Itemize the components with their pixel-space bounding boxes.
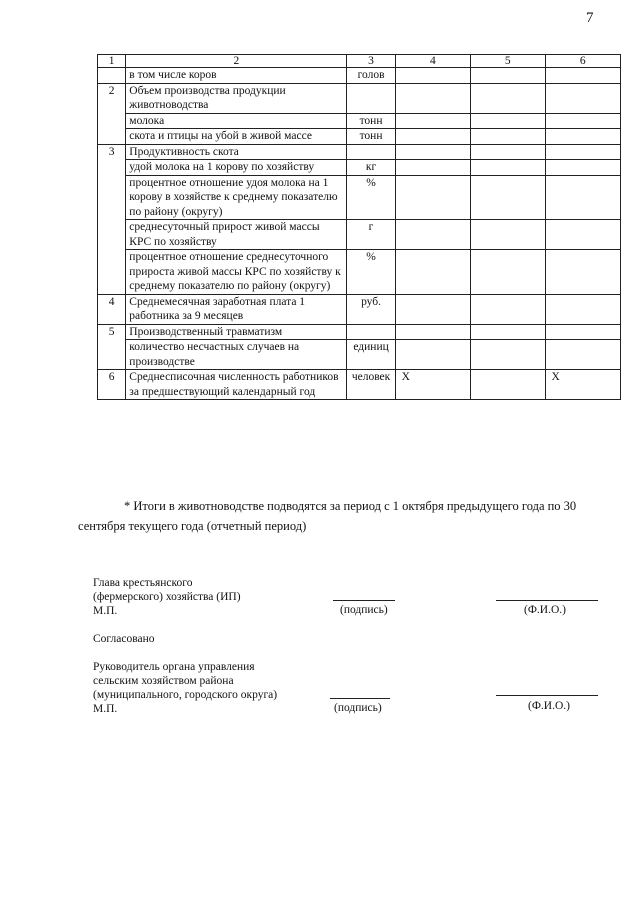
header-cell: 2 — [126, 55, 347, 68]
value-cell — [395, 160, 470, 176]
row-unit: кг — [347, 160, 395, 176]
row-number: 6 — [98, 370, 126, 400]
table-row — [98, 250, 621, 295]
row-label: удой молока на 1 корову по хозяйству — [126, 160, 347, 176]
value-cell — [395, 324, 470, 340]
row-unit — [347, 144, 395, 160]
signature2-title — [93, 660, 277, 716]
signature1-sign-line — [333, 600, 395, 601]
signature2-name-line — [496, 695, 598, 696]
signature1-sign-caption: (подпись) — [340, 604, 388, 616]
header-cell: 6 — [545, 55, 621, 68]
signature2-sign-caption: (подпись) — [334, 702, 382, 714]
signature1-title — [93, 576, 241, 618]
row-number — [98, 68, 126, 84]
value-cell — [471, 113, 545, 129]
signature1-stamp: М.П. — [93, 605, 118, 617]
signature2-sign-line — [330, 698, 390, 699]
row-number — [98, 250, 126, 295]
row-number — [98, 175, 126, 220]
row-number: 2 — [98, 83, 126, 113]
signature2-name-caption: (Ф.И.О.) — [528, 700, 570, 712]
signature1-name-line — [496, 600, 598, 601]
row-unit: голов — [347, 68, 395, 84]
value-cell — [395, 144, 470, 160]
value-cell — [545, 160, 621, 176]
row-unit — [347, 324, 395, 340]
footnote: * Итоги в животноводстве подводятся за период с 1 октября предыдущего года по 30 сентября текущего года (отчетный период) — [78, 499, 577, 533]
row-number — [98, 340, 126, 370]
value-cell — [471, 175, 545, 220]
row-unit: г — [347, 220, 395, 250]
header-cell: 3 — [347, 55, 395, 68]
value-cell — [545, 83, 621, 113]
signature2-title-line: сельским хозяйством района — [93, 675, 234, 687]
row-label: процентное отношение удоя молока на 1 корову в хозяйстве к среднему показателю по району (округу) — [126, 175, 347, 220]
value-cell — [395, 129, 470, 145]
row-number — [98, 160, 126, 176]
row-unit: тонн — [347, 113, 395, 129]
report-table — [97, 54, 621, 400]
table-row — [98, 175, 621, 220]
value-cell — [471, 129, 545, 145]
value-cell — [471, 68, 545, 84]
table-row — [98, 324, 621, 340]
row-number — [98, 113, 126, 129]
value-cell — [545, 324, 621, 340]
value-cell — [545, 113, 621, 129]
row-label: молока — [126, 113, 347, 129]
row-label: Среднемесячная заработная плата 1 работника за 9 месяцев — [126, 294, 347, 324]
row-number — [98, 129, 126, 145]
header-cell: 4 — [395, 55, 470, 68]
row-label: скота и птицы на убой в живой массе — [126, 129, 347, 145]
table-row — [98, 220, 621, 250]
table-row — [98, 83, 621, 113]
value-cell — [545, 129, 621, 145]
agreed-label: Согласовано — [93, 633, 155, 645]
value-cell — [471, 370, 545, 400]
table-row — [98, 370, 621, 400]
row-unit: % — [347, 250, 395, 295]
table-row — [98, 68, 621, 84]
value-cell — [395, 83, 470, 113]
table-row — [98, 113, 621, 129]
signature2-title-line: (муниципального, городского округа) — [93, 689, 278, 701]
row-number: 5 — [98, 324, 126, 340]
row-unit: единиц — [347, 340, 395, 370]
value-cell — [395, 294, 470, 324]
value-cell — [471, 160, 545, 176]
row-label: Производственный травматизм — [126, 324, 347, 340]
row-unit — [347, 83, 395, 113]
row-label: Среднесписочная численность работников за предшествующий календарный год — [126, 370, 347, 400]
value-cell-x: X — [395, 370, 470, 400]
value-cell — [395, 220, 470, 250]
value-cell — [471, 324, 545, 340]
row-number: 3 — [98, 144, 126, 160]
row-unit: руб. — [347, 294, 395, 324]
value-cell — [545, 294, 621, 324]
value-cell — [545, 220, 621, 250]
value-cell — [545, 340, 621, 370]
signature1-title-line: Глава крестьянского — [93, 577, 193, 589]
table-row — [98, 144, 621, 160]
value-cell — [545, 250, 621, 295]
row-number — [98, 220, 126, 250]
row-label: Продуктивность скота — [126, 144, 347, 160]
header-cell: 1 — [98, 55, 126, 68]
signature1-name-caption: (Ф.И.О.) — [524, 604, 566, 616]
row-number: 4 — [98, 294, 126, 324]
value-cell-x: X — [545, 370, 621, 400]
value-cell — [545, 144, 621, 160]
signature2-title-line: Руководитель органа управления — [93, 661, 255, 673]
header-cell: 5 — [471, 55, 545, 68]
value-cell — [395, 68, 470, 84]
value-cell — [545, 68, 621, 84]
value-cell — [395, 340, 470, 370]
value-cell — [471, 83, 545, 113]
row-label: процентное отношение среднесуточного прироста живой массы КРС по хозяйству к среднему показателю по району (округу) — [126, 250, 347, 295]
row-label: Объем производства продукции животноводства — [126, 83, 347, 113]
value-cell — [471, 294, 545, 324]
row-label: в том числе коров — [126, 68, 347, 84]
row-label: количество несчастных случаев на производстве — [126, 340, 347, 370]
table-row — [98, 160, 621, 176]
table-row — [98, 294, 621, 324]
table-header-row — [98, 55, 621, 68]
row-unit: человек — [347, 370, 395, 400]
value-cell — [471, 220, 545, 250]
row-unit: тонн — [347, 129, 395, 145]
value-cell — [471, 250, 545, 295]
page-number: 7 — [586, 10, 594, 26]
value-cell — [471, 340, 545, 370]
value-cell — [395, 113, 470, 129]
row-unit: % — [347, 175, 395, 220]
table-row — [98, 129, 621, 145]
value-cell — [395, 250, 470, 295]
value-cell — [545, 175, 621, 220]
value-cell — [471, 144, 545, 160]
signature1-title-line: (фермерского) хозяйства (ИП) — [93, 591, 241, 603]
signature2-stamp: М.П. — [93, 703, 118, 715]
table-row — [98, 340, 621, 370]
value-cell — [395, 175, 470, 220]
row-label: среднесуточный прирост живой массы КРС по хозяйству — [126, 220, 347, 250]
